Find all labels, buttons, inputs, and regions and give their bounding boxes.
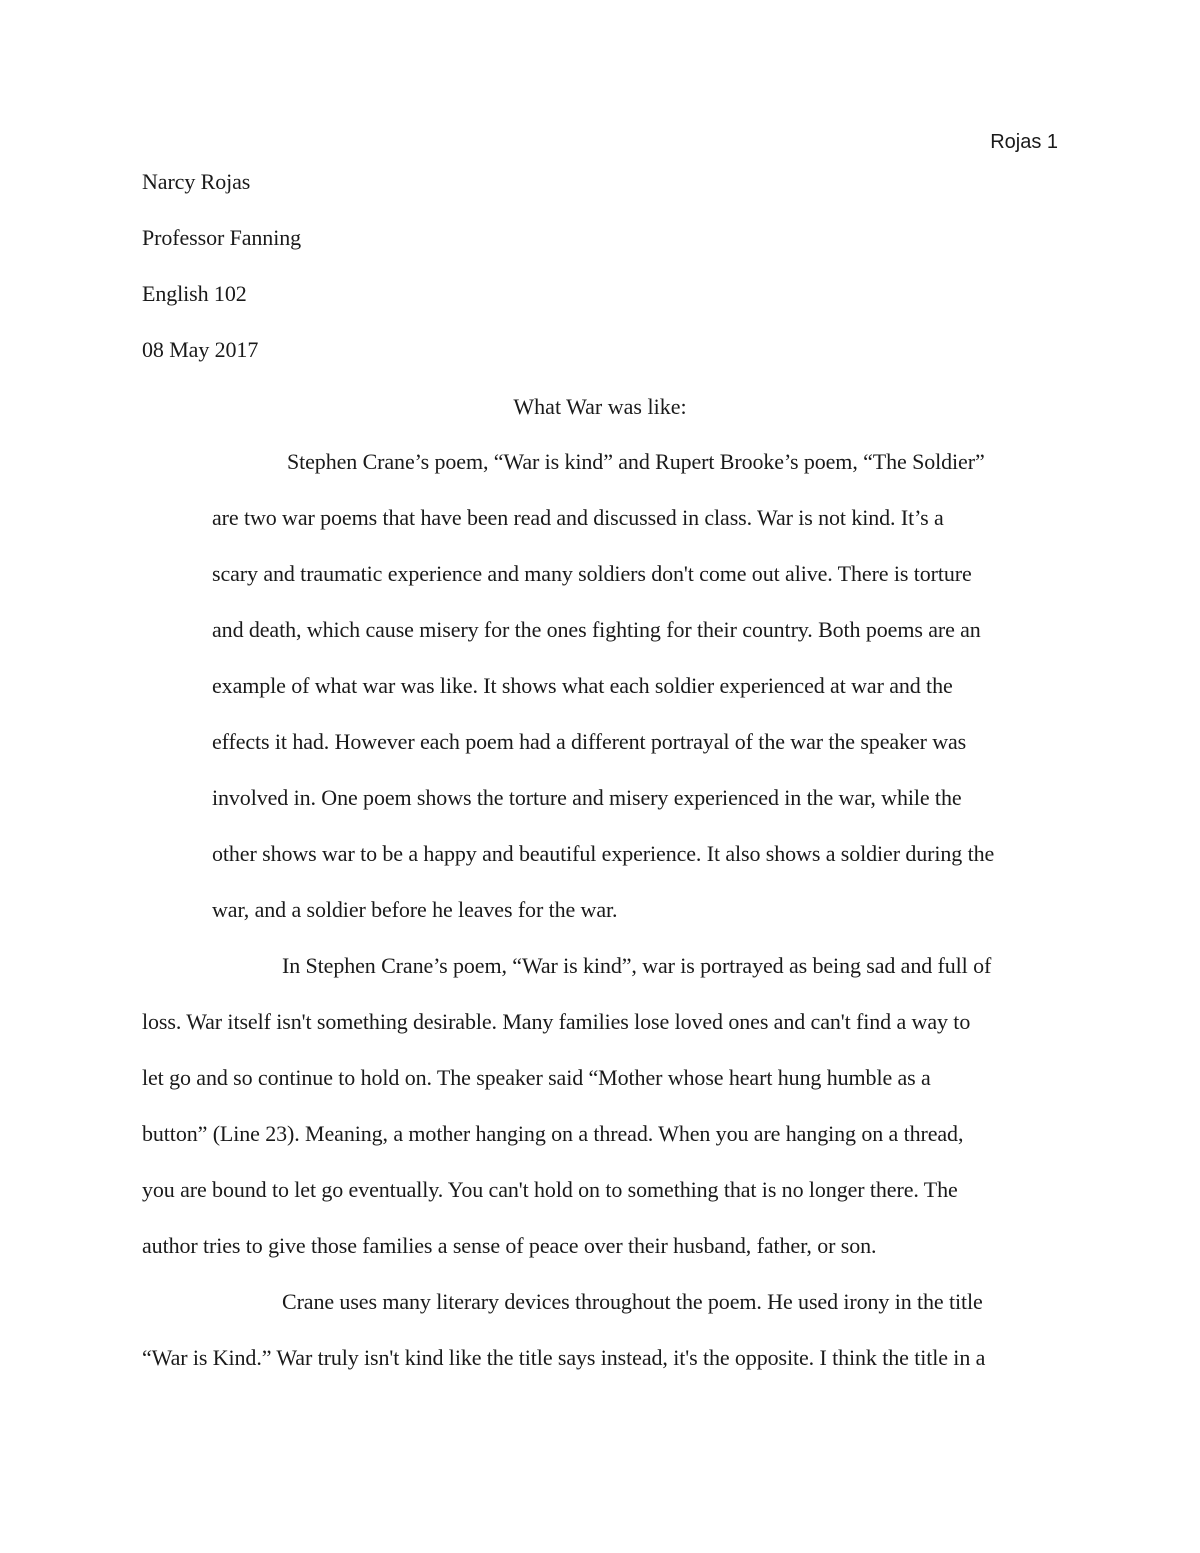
paragraph-line: “War is Kind.” War truly isn't kind like the title says instead, it's the opposite. I think the title in a [142,1345,986,1370]
paragraph-line: you are bound to let go eventually. You can't hold on to something that is no longer there. The [142,1177,958,1202]
paragraph-line: effects it had. However each poem had a different portrayal of the war the speaker was [212,729,967,754]
essay-title: What War was like: [513,394,687,419]
paragraph-line: button” (Line 23). Meaning, a mother hanging on a thread. When you are hanging on a thread, [142,1121,964,1146]
paragraph-line: loss. War itself isn't something desirable. Many families lose loved ones and can't find a way to [142,1009,971,1034]
paragraph-line: war, and a soldier before he leaves for the war. [212,897,618,922]
paragraph-line: let go and so continue to hold on. The speaker said “Mother whose heart hung humble as a [142,1065,931,1090]
running-head: Rojas 1 [990,131,1058,153]
course-name: English 102 [142,281,247,306]
student-name: Narcy Rojas [142,169,251,194]
paragraph-line: author tries to give those families a sense of peace over their husband, father, or son. [142,1233,877,1258]
paragraph-line: In Stephen Crane’s poem, “War is kind”, war is portrayed as being sad and full of [282,953,992,978]
professor-name: Professor Fanning [142,225,302,250]
paragraph-line: Stephen Crane’s poem, “War is kind” and Rupert Brooke’s poem, “The Soldier” [287,449,985,474]
paragraph-line: involved in. One poem shows the torture and misery experienced in the war, while the [212,785,962,810]
paragraph-line: are two war poems that have been read and discussed in class. War is not kind. It’s a [212,505,944,530]
paragraph-line: other shows war to be a happy and beautiful experience. It also shows a soldier during the [212,841,995,866]
date-line: 08 May 2017 [142,337,259,362]
paragraph-line: Crane uses many literary devices throughout the poem. He used irony in the title [282,1289,983,1314]
paragraph-line: example of what war was like. It shows what each soldier experienced at war and the [212,673,953,698]
paragraph-line: and death, which cause misery for the ones fighting for their country. Both poems are an [212,617,981,642]
paragraph-line: scary and traumatic experience and many soldiers don't come out alive. There is torture [212,561,972,586]
